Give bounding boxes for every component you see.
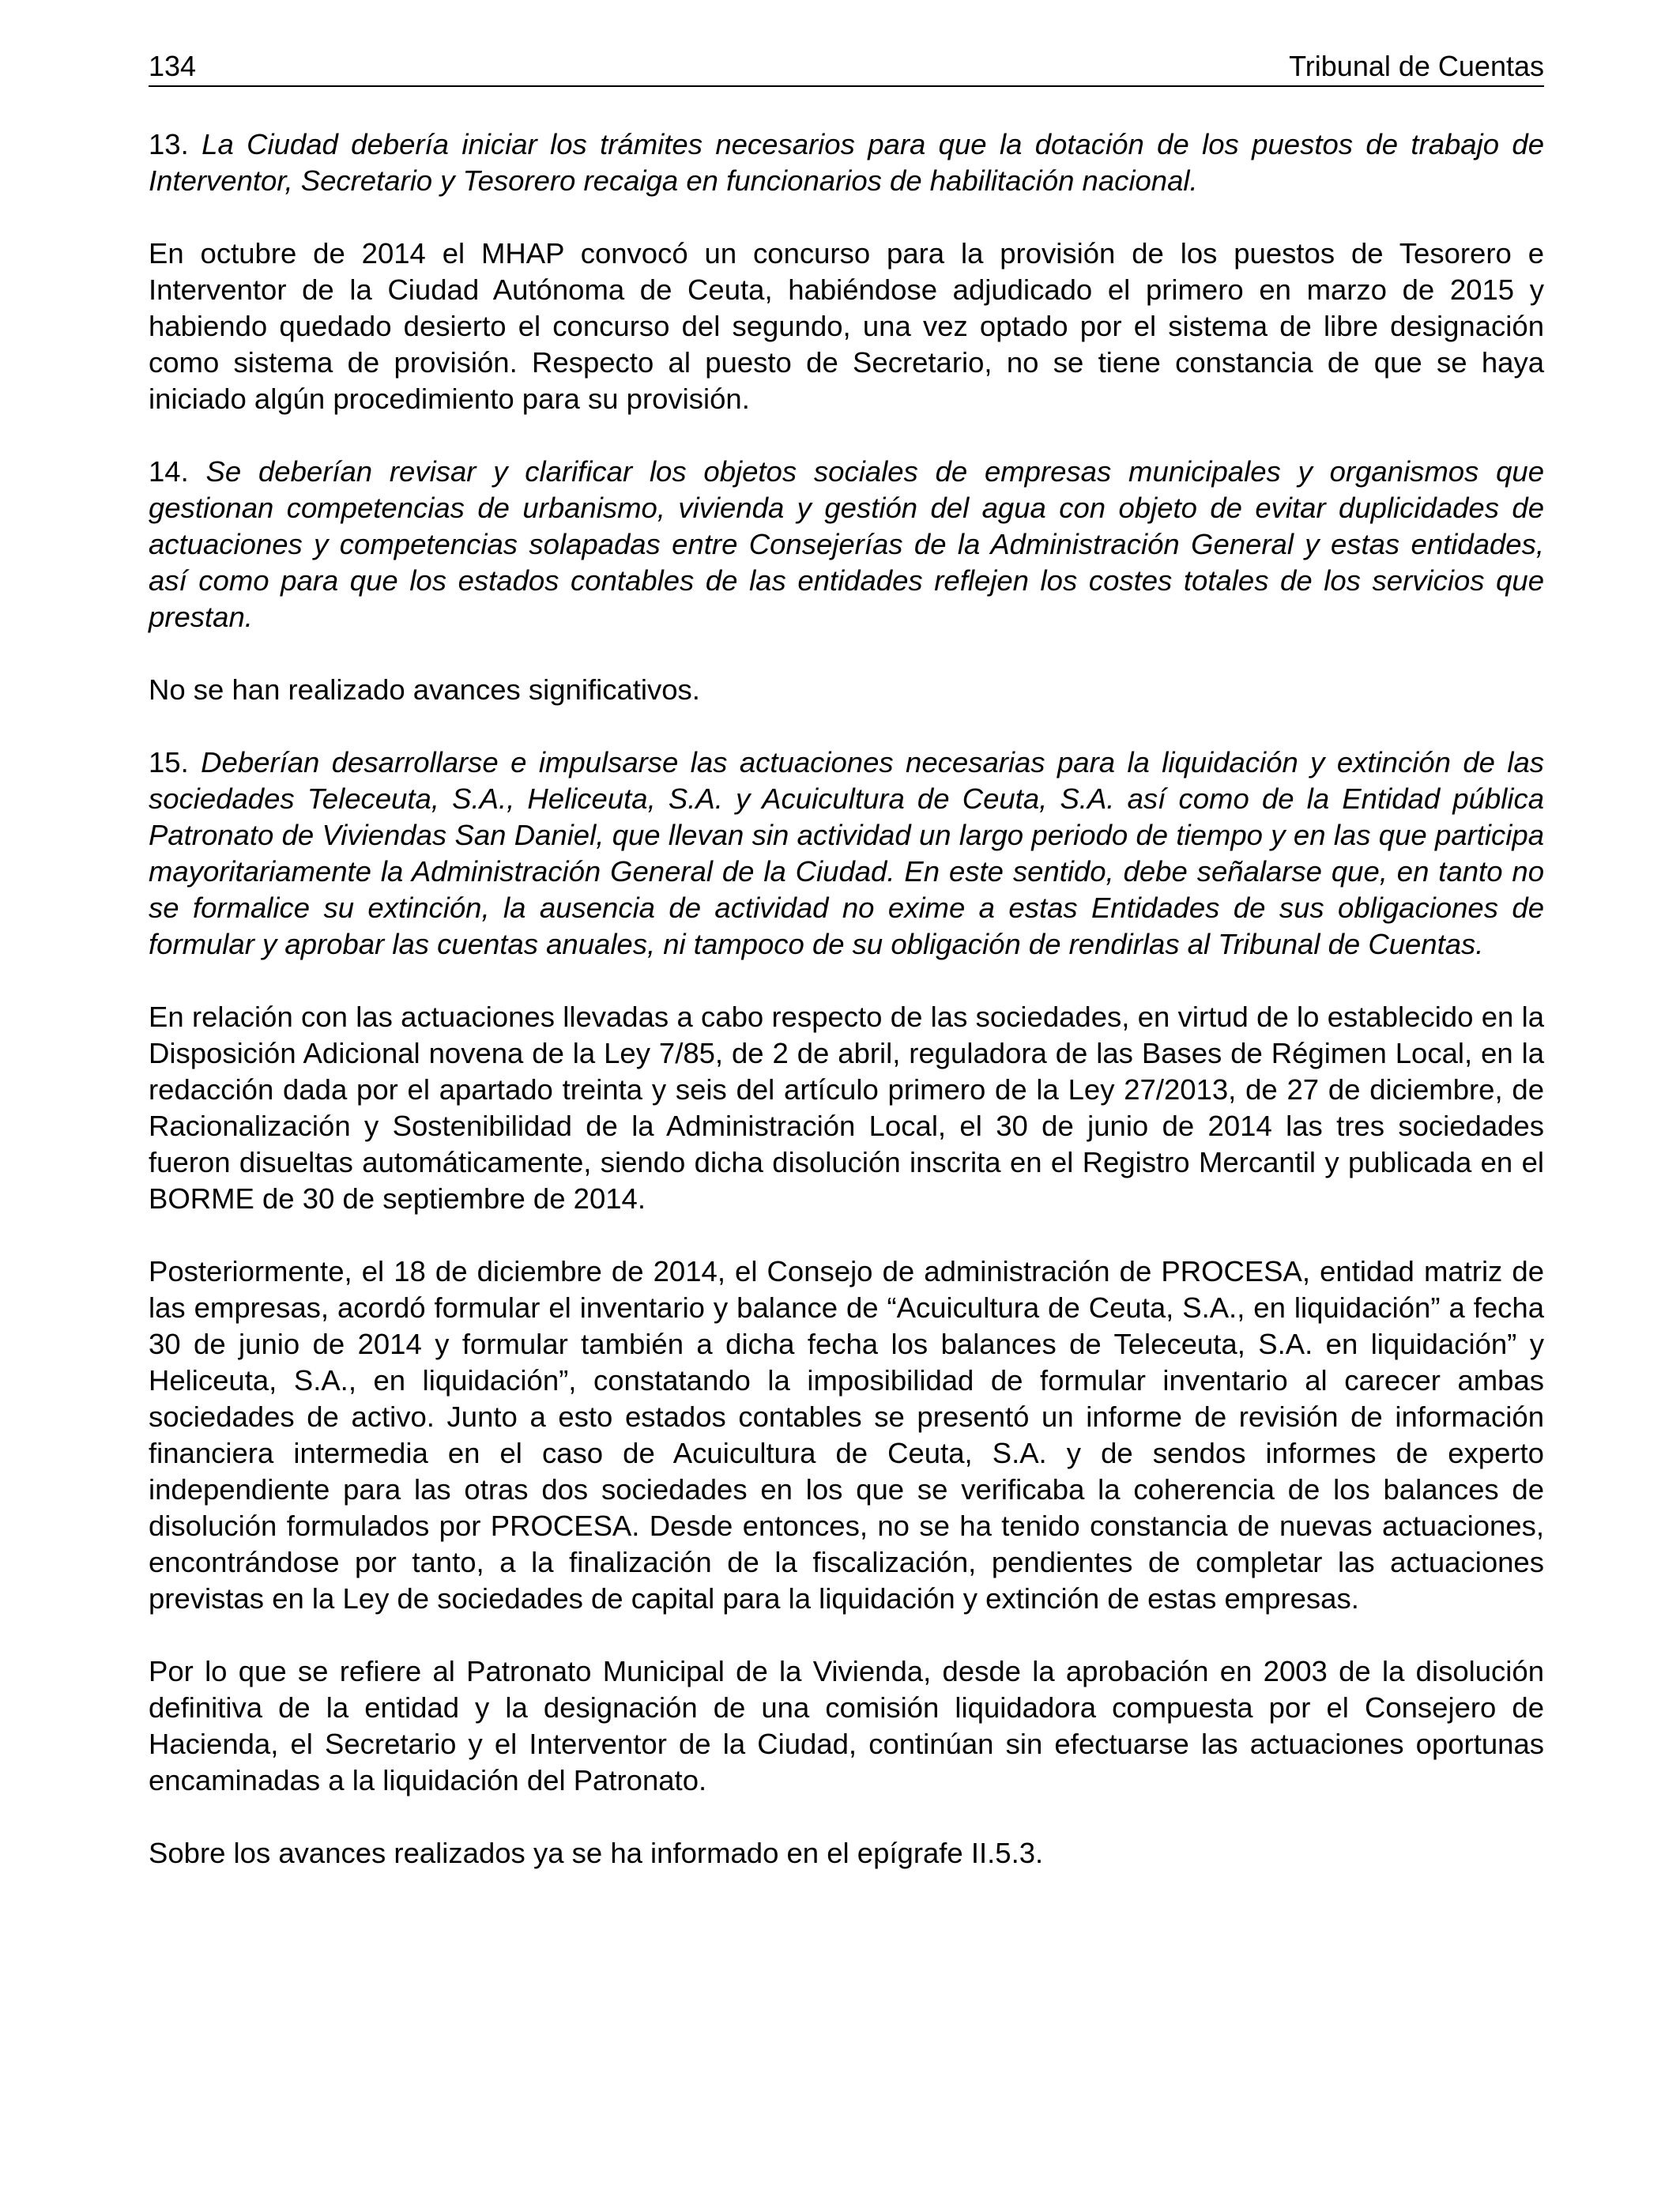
paragraph: En relación con las actuaciones llevadas a cabo respecto de las sociedades, en virtud de lo establecido en la Disposición Adicional novena de la Ley 7/85, de 2 de abril, reguladora de las Bases de Régimen Local, en la redacción dada por el apartado treinta y seis del artículo primero de la Ley 27/2013, de 27 de diciembre, de Racionalización y Sostenibilidad de la Administración Local, el 30 de junio de 2014 las tres sociedades fueron disueltas automáticamente, siendo dicha disolución inscrita en el Registro Mercantil y publicada en el BORME de 30 de septiembre de 2014.: [149, 1001, 1544, 1215]
recommendation-text: La Ciudad debería iniciar los trámites necesarios para que la dotación de los puestos de trabajo de Interventor, Secretario y Tesorero recaiga en funcionarios de habilitación nacional.: [149, 128, 1544, 197]
recommendation-15: [149, 745, 1544, 963]
paragraph: Sobre los avances realizados ya se ha informado en el epígrafe II.5.3.: [149, 1837, 1044, 1869]
document-body: [149, 126, 1544, 1908]
item-number: 15.: [149, 746, 202, 778]
recommendation-text: Deberían desarrollarse e impulsarse las actuaciones necesarias para la liquidación y extinción de las sociedades Teleceuta, S.A., Heliceuta, S.A. y Acuicultura de Ceuta, S.A. así como de la Entidad pública Patronato de Viviendas San Daniel, que llevan sin actividad un largo periodo de tiempo y en las que participa mayoritariamente la Administración General de la Ciudad. En este sentido, debe señalarse que, en tanto no se formalice su extinción, la ausencia de actividad no exime a estas Entidades de sus obligaciones de formular y aprobar las cuentas anuales, ni tampoco de su obligación de rendirlas al Tribunal de Cuentas.: [149, 746, 1545, 960]
header-title: Tribunal de Cuentas: [1289, 50, 1544, 82]
page-number: 134: [149, 50, 197, 82]
recommendation-13: [149, 126, 1544, 199]
item-number: 14.: [149, 455, 206, 488]
paragraph: Posteriormente, el 18 de diciembre de 2014, el Consejo de administración de PROCESA, entidad matriz de las empresas, acordó formular el inventario y balance de “Acuicultura de Ceuta, S.A., en liquidación” a fecha 30 de junio de 2014 y formular también a dicha fecha los balances de Teleceuta, S.A. en liquidación” y Heliceuta, S.A., en liquidación”, constatando la imposibilidad de formular inventario al carecer ambas sociedades de activo. Junto a esto estados contables se presentó un informe de revisión de información financiera intermedia en el caso de Acuicultura de Ceuta, S.A. y de sendos informes de experto independiente para las otras dos sociedades en los que se verificaba la coherencia de los balances de disolución formulados por PROCESA. Desde entonces, no se ha tenido constancia de nuevas actuaciones, encontrándose por tanto, a la finalización de la fiscalización, pendientes de completar las actuaciones previstas en la Ley de sociedades de capital para la liquidación y extinción de estas empresas.: [149, 1255, 1544, 1615]
paragraph: No se han realizado avances significativos.: [149, 673, 700, 706]
paragraph: Por lo que se refiere al Patronato Municipal de la Vivienda, desde la aprobación en 2003 de la disolución definitiva de la entidad y la designación de una comisión liquidadora compuesta por el Consejero de Hacienda, el Secretario y el Interventor de la Ciudad, continúan sin efectuarse las actuaciones oportunas encaminadas a la liquidación del Patronato.: [149, 1655, 1544, 1796]
item-number: 13.: [149, 128, 202, 160]
page-header: [149, 46, 1544, 87]
paragraph: En octubre de 2014 el MHAP convocó un concurso para la provisión de los puestos de Tesorero e Interventor de la Ciudad Autónoma de Ceuta, habiéndose adjudicado el primero en marzo de 2015 y habiendo quedado desierto el concurso del segundo, una vez optado por el sistema de libre designación como sistema de provisión. Respecto al puesto de Secretario, no se tiene constancia de que se haya iniciado algún procedimiento para su provisión.: [149, 237, 1544, 415]
recommendation-text: Se deberían revisar y clarificar los objetos sociales de empresas municipales y organismos que gestionan competencias de urbanismo, vivienda y gestión del agua con objeto de evitar duplicidades de actuaciones y competencias solapadas entre Consejerías de la Administración General y estas entidades, así como para que los estados contables de las entidades reflejen los costes totales de los servicios que prestan.: [149, 455, 1544, 633]
recommendation-14: [149, 454, 1544, 635]
